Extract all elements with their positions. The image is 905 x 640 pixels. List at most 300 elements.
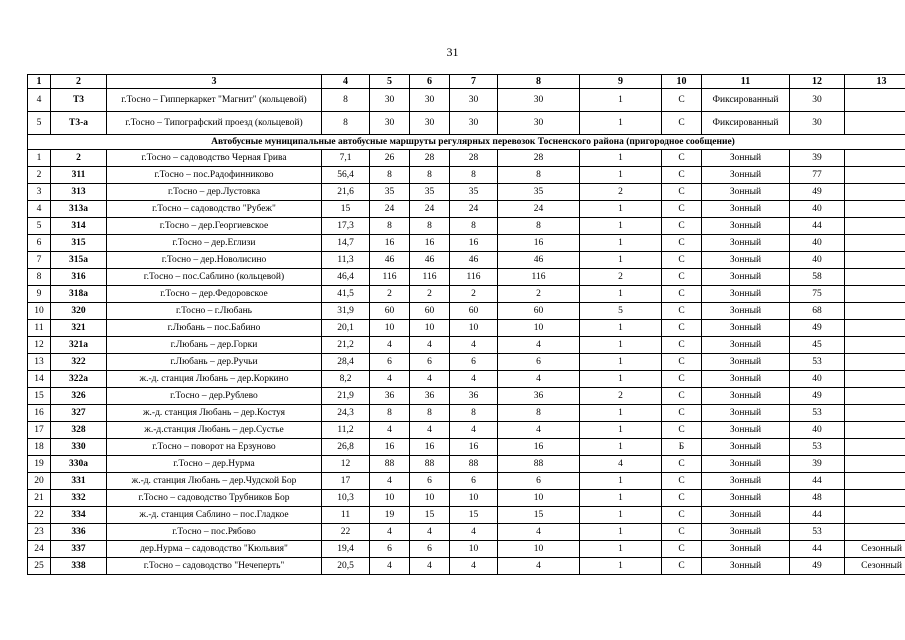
note-cell: [845, 201, 905, 218]
cell-12-cell: 49: [790, 388, 845, 405]
cell-8-cell: 116: [498, 269, 580, 286]
vehicle-class-cell: С: [662, 167, 702, 184]
route-number-cell: Т3: [51, 89, 107, 112]
fare-type-cell: Зонный: [702, 354, 790, 371]
length-cell: 11: [322, 507, 370, 524]
cell-8-cell: 24: [498, 201, 580, 218]
cell-6-cell: 10: [410, 490, 450, 507]
cell-7-cell: 15: [450, 507, 498, 524]
cell-7-cell: 10: [450, 541, 498, 558]
note-cell: [845, 235, 905, 252]
section-row: [28, 135, 905, 150]
cell-12-cell: 49: [790, 320, 845, 337]
cell-9-cell: 4: [580, 456, 662, 473]
cell-9-cell: 1: [580, 354, 662, 371]
cell-12-cell: 44: [790, 507, 845, 524]
note-cell: [845, 473, 905, 490]
cell-8-cell: 4: [498, 524, 580, 541]
cell-9-cell: 1: [580, 150, 662, 167]
table-row: [28, 252, 905, 269]
cell-5-cell: 4: [370, 422, 410, 439]
cell-5-cell: 60: [370, 303, 410, 320]
table-row: [28, 456, 905, 473]
cell-9-cell: 1: [580, 541, 662, 558]
cell-7-cell: 46: [450, 252, 498, 269]
row-number-cell: 8: [28, 269, 51, 286]
length-cell: 26,8: [322, 439, 370, 456]
cell-5-cell: 4: [370, 473, 410, 490]
cell-7-cell: 6: [450, 354, 498, 371]
note-cell: [845, 507, 905, 524]
cell-12-cell: 53: [790, 405, 845, 422]
cell-6-cell: 6: [410, 354, 450, 371]
cell-9-cell: 2: [580, 388, 662, 405]
row-number-cell: 5: [28, 218, 51, 235]
cell-5-cell: 16: [370, 235, 410, 252]
row-number-cell: 4: [28, 89, 51, 112]
table-row: [28, 507, 905, 524]
cell-12-cell: 44: [790, 218, 845, 235]
route-name-cell: ж.-д. станция Саблино – пос.Гладкое: [107, 507, 322, 524]
route-number-cell: 311: [51, 167, 107, 184]
row-number-cell: 10: [28, 303, 51, 320]
cell-5-cell: 35: [370, 184, 410, 201]
cell-8-cell: 10: [498, 541, 580, 558]
table-row: [28, 524, 905, 541]
header-cell: 9: [580, 75, 662, 89]
cell-8-cell: 6: [498, 354, 580, 371]
cell-7-cell: 60: [450, 303, 498, 320]
route-number-cell: 314: [51, 218, 107, 235]
route-name-cell: г.Тосно – Типографский проезд (кольцевой): [107, 112, 322, 135]
route-name-cell: г.Тосно – дер.Новолисино: [107, 252, 322, 269]
length-cell: 10,3: [322, 490, 370, 507]
cell-5-cell: 116: [370, 269, 410, 286]
cell-12-cell: 39: [790, 150, 845, 167]
length-cell: 46,4: [322, 269, 370, 286]
vehicle-class-cell: С: [662, 371, 702, 388]
row-number-cell: 5: [28, 112, 51, 135]
cell-7-cell: 8: [450, 405, 498, 422]
table-row: [28, 167, 905, 184]
length-cell: 22: [322, 524, 370, 541]
cell-12-cell: 49: [790, 558, 845, 575]
fare-type-cell: Зонный: [702, 269, 790, 286]
cell-8-cell: 88: [498, 456, 580, 473]
cell-8-cell: 16: [498, 235, 580, 252]
route-name-cell: ж.-д. станция Любань – дер.Чудской Бор: [107, 473, 322, 490]
cell-9-cell: 1: [580, 439, 662, 456]
table-row: [28, 405, 905, 422]
route-name-cell: г.Тосно – г.Любань: [107, 303, 322, 320]
table-row: [28, 89, 905, 112]
route-name-cell: г.Тосно – садоводство Трубников Бор: [107, 490, 322, 507]
cell-9-cell: 1: [580, 112, 662, 135]
fare-type-cell: Зонный: [702, 405, 790, 422]
header-cell: 5: [370, 75, 410, 89]
fare-type-cell: Зонный: [702, 286, 790, 303]
note-cell: [845, 150, 905, 167]
note-cell: [845, 405, 905, 422]
route-number-cell: 334: [51, 507, 107, 524]
cell-9-cell: 1: [580, 235, 662, 252]
header-cell: 13: [845, 75, 905, 89]
cell-5-cell: 10: [370, 490, 410, 507]
row-number-cell: 20: [28, 473, 51, 490]
cell-12-cell: 30: [790, 112, 845, 135]
fare-type-cell: Зонный: [702, 184, 790, 201]
length-cell: 24,3: [322, 405, 370, 422]
vehicle-class-cell: С: [662, 473, 702, 490]
route-number-cell: 336: [51, 524, 107, 541]
cell-5-cell: 46: [370, 252, 410, 269]
cell-7-cell: 8: [450, 167, 498, 184]
route-number-cell: 321а: [51, 337, 107, 354]
header-cell: 12: [790, 75, 845, 89]
route-number-cell: 316: [51, 269, 107, 286]
length-cell: 20,5: [322, 558, 370, 575]
route-name-cell: г.Тосно – дер.Лустовка: [107, 184, 322, 201]
cell-8-cell: 60: [498, 303, 580, 320]
row-number-cell: 1: [28, 150, 51, 167]
cell-7-cell: 16: [450, 235, 498, 252]
row-number-cell: 13: [28, 354, 51, 371]
vehicle-class-cell: С: [662, 524, 702, 541]
row-number-cell: 7: [28, 252, 51, 269]
vehicle-class-cell: С: [662, 303, 702, 320]
route-name-cell: г.Любань – дер.Ручьи: [107, 354, 322, 371]
header-cell: 7: [450, 75, 498, 89]
length-cell: 21,2: [322, 337, 370, 354]
cell-8-cell: 4: [498, 422, 580, 439]
note-cell: [845, 89, 905, 112]
cell-8-cell: 30: [498, 112, 580, 135]
route-number-cell: 321: [51, 320, 107, 337]
length-cell: 14,7: [322, 235, 370, 252]
table-row: [28, 201, 905, 218]
fare-type-cell: Зонный: [702, 456, 790, 473]
cell-9-cell: 1: [580, 490, 662, 507]
cell-7-cell: 30: [450, 89, 498, 112]
cell-12-cell: 40: [790, 252, 845, 269]
vehicle-class-cell: С: [662, 354, 702, 371]
header-cell: 6: [410, 75, 450, 89]
cell-9-cell: 1: [580, 167, 662, 184]
cell-6-cell: 4: [410, 422, 450, 439]
cell-9-cell: 1: [580, 218, 662, 235]
route-name-cell: ж.-д. станция Любань – дер.Коркино: [107, 371, 322, 388]
vehicle-class-cell: С: [662, 201, 702, 218]
cell-6-cell: 15: [410, 507, 450, 524]
length-cell: 15: [322, 201, 370, 218]
fare-type-cell: Зонный: [702, 201, 790, 218]
cell-6-cell: 16: [410, 235, 450, 252]
table-row: [28, 286, 905, 303]
cell-7-cell: 6: [450, 473, 498, 490]
vehicle-class-cell: С: [662, 320, 702, 337]
cell-8-cell: 4: [498, 371, 580, 388]
vehicle-class-cell: С: [662, 541, 702, 558]
cell-7-cell: 88: [450, 456, 498, 473]
cell-12-cell: 53: [790, 439, 845, 456]
route-number-cell: 331: [51, 473, 107, 490]
note-cell: [845, 354, 905, 371]
note-cell: [845, 184, 905, 201]
length-cell: 8: [322, 89, 370, 112]
note-cell: [845, 269, 905, 286]
cell-7-cell: 4: [450, 422, 498, 439]
vehicle-class-cell: С: [662, 286, 702, 303]
cell-5-cell: 4: [370, 524, 410, 541]
cell-7-cell: 4: [450, 524, 498, 541]
table-row: [28, 490, 905, 507]
note-cell: [845, 112, 905, 135]
route-name-cell: г.Тосно – дер.Еглизи: [107, 235, 322, 252]
table-row: [28, 337, 905, 354]
row-number-cell: 25: [28, 558, 51, 575]
cell-6-cell: 30: [410, 89, 450, 112]
cell-9-cell: 1: [580, 320, 662, 337]
table-row: [28, 218, 905, 235]
length-cell: 20,1: [322, 320, 370, 337]
route-name-cell: г.Тосно – пос.Саблино (кольцевой): [107, 269, 322, 286]
route-name-cell: ж.-д.станция Любань – дер.Сустье: [107, 422, 322, 439]
cell-6-cell: 35: [410, 184, 450, 201]
cell-7-cell: 10: [450, 490, 498, 507]
vehicle-class-cell: С: [662, 150, 702, 167]
header-cell: 4: [322, 75, 370, 89]
cell-9-cell: 1: [580, 524, 662, 541]
cell-5-cell: 2: [370, 286, 410, 303]
route-number-cell: 338: [51, 558, 107, 575]
route-name-cell: г.Тосно – дер.Нурма: [107, 456, 322, 473]
note-cell: [845, 320, 905, 337]
cell-7-cell: 4: [450, 371, 498, 388]
route-number-cell: 337: [51, 541, 107, 558]
cell-9-cell: 1: [580, 89, 662, 112]
note-cell: [845, 371, 905, 388]
length-cell: 21,9: [322, 388, 370, 405]
route-name-cell: ж.-д. станция Любань – дер.Костуя: [107, 405, 322, 422]
header-cell: 10: [662, 75, 702, 89]
cell-6-cell: 8: [410, 405, 450, 422]
row-number-cell: 19: [28, 456, 51, 473]
fare-type-cell: Зонный: [702, 490, 790, 507]
cell-5-cell: 24: [370, 201, 410, 218]
cell-12-cell: 39: [790, 456, 845, 473]
length-cell: 11,2: [322, 422, 370, 439]
cell-7-cell: 16: [450, 439, 498, 456]
cell-6-cell: 2: [410, 286, 450, 303]
cell-9-cell: 1: [580, 201, 662, 218]
note-cell: [845, 167, 905, 184]
fare-type-cell: Зонный: [702, 235, 790, 252]
fare-type-cell: Зонный: [702, 167, 790, 184]
cell-9-cell: 1: [580, 337, 662, 354]
note-cell: [845, 337, 905, 354]
cell-12-cell: 53: [790, 354, 845, 371]
cell-7-cell: 30: [450, 112, 498, 135]
cell-5-cell: 88: [370, 456, 410, 473]
row-number-cell: 6: [28, 235, 51, 252]
cell-7-cell: 10: [450, 320, 498, 337]
route-name-cell: г.Тосно – садоводство "Нечеперть": [107, 558, 322, 575]
length-cell: 11,3: [322, 252, 370, 269]
cell-7-cell: 8: [450, 218, 498, 235]
header-cell: 11: [702, 75, 790, 89]
table-row: [28, 320, 905, 337]
row-number-cell: 16: [28, 405, 51, 422]
length-cell: 17,3: [322, 218, 370, 235]
cell-9-cell: 1: [580, 507, 662, 524]
vehicle-class-cell: Б: [662, 439, 702, 456]
cell-12-cell: 45: [790, 337, 845, 354]
cell-6-cell: 8: [410, 167, 450, 184]
route-number-cell: 313: [51, 184, 107, 201]
cell-7-cell: 2: [450, 286, 498, 303]
cell-6-cell: 36: [410, 388, 450, 405]
row-number-cell: 3: [28, 184, 51, 201]
vehicle-class-cell: С: [662, 507, 702, 524]
vehicle-class-cell: С: [662, 269, 702, 286]
cell-12-cell: 68: [790, 303, 845, 320]
note-cell: [845, 456, 905, 473]
note-cell: [845, 439, 905, 456]
note-cell: [845, 490, 905, 507]
length-cell: 56,4: [322, 167, 370, 184]
cell-5-cell: 8: [370, 218, 410, 235]
cell-5-cell: 6: [370, 354, 410, 371]
cell-12-cell: 49: [790, 184, 845, 201]
cell-5-cell: 4: [370, 337, 410, 354]
row-number-cell: 23: [28, 524, 51, 541]
note-cell: [845, 303, 905, 320]
table-row: [28, 303, 905, 320]
row-number-cell: 4: [28, 201, 51, 218]
route-name-cell: г.Тосно – поворот на Ерзуново: [107, 439, 322, 456]
row-number-cell: 18: [28, 439, 51, 456]
length-cell: 17: [322, 473, 370, 490]
cell-5-cell: 36: [370, 388, 410, 405]
table-row: [28, 354, 905, 371]
cell-6-cell: 4: [410, 524, 450, 541]
route-number-cell: 332: [51, 490, 107, 507]
row-number-cell: 11: [28, 320, 51, 337]
table-row: [28, 439, 905, 456]
fare-type-cell: Зонный: [702, 252, 790, 269]
route-name-cell: г.Тосно – пос.Радофинниково: [107, 167, 322, 184]
route-number-cell: 318а: [51, 286, 107, 303]
route-number-cell: 327: [51, 405, 107, 422]
cell-6-cell: 4: [410, 337, 450, 354]
note-cell: [845, 388, 905, 405]
vehicle-class-cell: С: [662, 235, 702, 252]
vehicle-class-cell: С: [662, 184, 702, 201]
routes-table-body: [28, 89, 905, 575]
route-name-cell: г.Тосно – садоводство "Рубеж": [107, 201, 322, 218]
table-row: [28, 112, 905, 135]
table-row: [28, 473, 905, 490]
cell-9-cell: 1: [580, 371, 662, 388]
cell-8-cell: 8: [498, 218, 580, 235]
route-name-cell: г.Любань – дер.Горки: [107, 337, 322, 354]
cell-5-cell: 8: [370, 167, 410, 184]
cell-9-cell: 1: [580, 252, 662, 269]
cell-7-cell: 36: [450, 388, 498, 405]
route-number-cell: 328: [51, 422, 107, 439]
fare-type-cell: Зонный: [702, 388, 790, 405]
cell-9-cell: 2: [580, 269, 662, 286]
cell-8-cell: 8: [498, 405, 580, 422]
cell-6-cell: 4: [410, 371, 450, 388]
length-cell: 31,9: [322, 303, 370, 320]
header-cell: 1: [28, 75, 51, 89]
cell-5-cell: 8: [370, 405, 410, 422]
table-row: [28, 388, 905, 405]
cell-12-cell: 48: [790, 490, 845, 507]
note-cell: [845, 218, 905, 235]
table-row: [28, 269, 905, 286]
cell-12-cell: 58: [790, 269, 845, 286]
route-name-cell: г.Тосно – пос.Рябово: [107, 524, 322, 541]
vehicle-class-cell: С: [662, 490, 702, 507]
vehicle-class-cell: С: [662, 252, 702, 269]
cell-12-cell: 75: [790, 286, 845, 303]
cell-9-cell: 5: [580, 303, 662, 320]
row-number-cell: 12: [28, 337, 51, 354]
cell-7-cell: 35: [450, 184, 498, 201]
route-number-cell: 330а: [51, 456, 107, 473]
length-cell: 41,5: [322, 286, 370, 303]
note-cell: Сезонный: [845, 541, 905, 558]
cell-12-cell: 40: [790, 371, 845, 388]
cell-6-cell: 16: [410, 439, 450, 456]
route-number-cell: 315: [51, 235, 107, 252]
cell-8-cell: 4: [498, 558, 580, 575]
row-number-cell: 22: [28, 507, 51, 524]
row-number-cell: 15: [28, 388, 51, 405]
table-row: [28, 371, 905, 388]
page-number: 31: [446, 45, 459, 59]
note-cell: [845, 524, 905, 541]
cell-5-cell: 30: [370, 89, 410, 112]
vehicle-class-cell: С: [662, 388, 702, 405]
cell-5-cell: 6: [370, 541, 410, 558]
cell-5-cell: 26: [370, 150, 410, 167]
cell-6-cell: 10: [410, 320, 450, 337]
vehicle-class-cell: С: [662, 422, 702, 439]
route-name-cell: г.Любань – пос.Бабино: [107, 320, 322, 337]
cell-5-cell: 10: [370, 320, 410, 337]
table-row: [28, 558, 905, 575]
fare-type-cell: Зонный: [702, 320, 790, 337]
fare-type-cell: Зонный: [702, 218, 790, 235]
fare-type-cell: Зонный: [702, 337, 790, 354]
route-number-cell: 2: [51, 150, 107, 167]
table-row: [28, 235, 905, 252]
length-cell: 7,1: [322, 150, 370, 167]
cell-8-cell: 4: [498, 337, 580, 354]
header-cell: 3: [107, 75, 322, 89]
route-number-cell: 320: [51, 303, 107, 320]
fare-type-cell: Фиксированный: [702, 89, 790, 112]
cell-9-cell: 1: [580, 473, 662, 490]
note-cell: Сезонный: [845, 558, 905, 575]
cell-12-cell: 30: [790, 89, 845, 112]
cell-6-cell: 24: [410, 201, 450, 218]
cell-6-cell: 28: [410, 150, 450, 167]
route-name-cell: г.Тосно – Гипперкаркет "Магнит" (кольцевой): [107, 89, 322, 112]
